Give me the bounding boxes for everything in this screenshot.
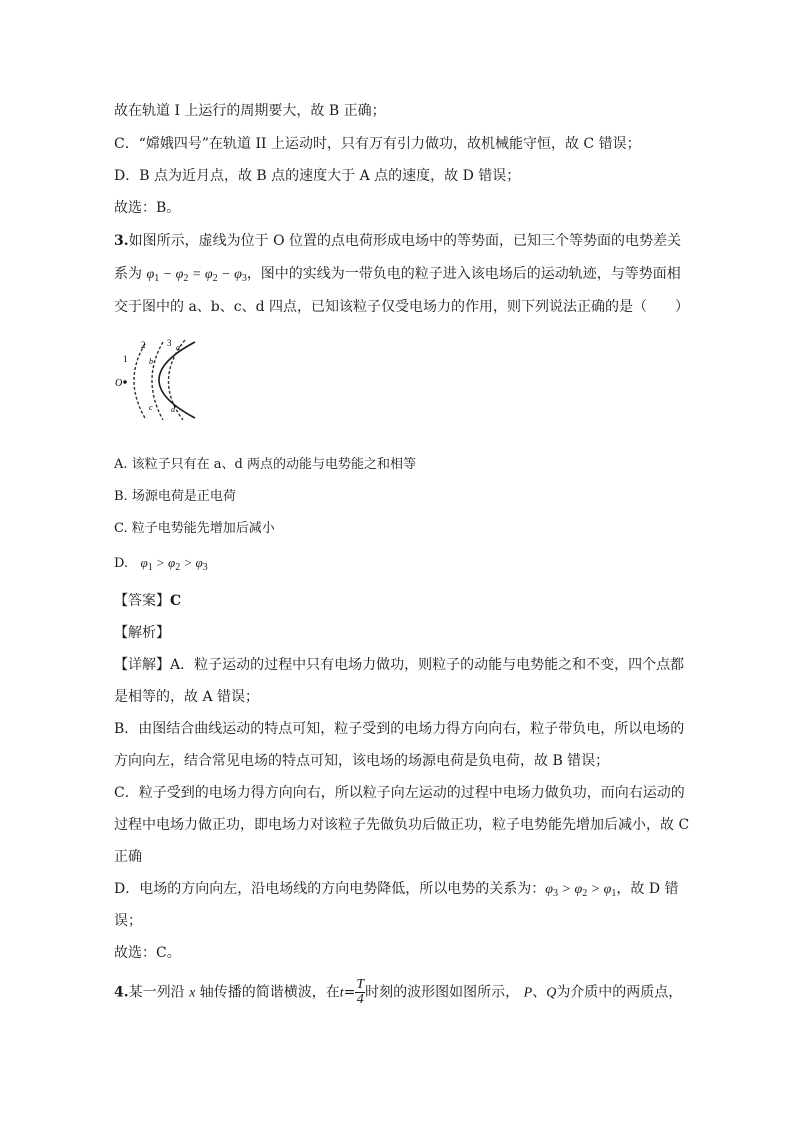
option-b: B. 场源电荷是正电荷 xyxy=(114,489,236,504)
detail-line: 过程中电场力做正功，即电场力对该粒子先做负功后做正功，粒子电势能先增加后减小，故 C xyxy=(114,817,690,833)
detail-line: 【详解】A．粒子运动的过程中只有电场力做功，则粒子的动能与电势能之和不变，四个点都 xyxy=(114,657,685,673)
analysis-tag: 【解析】 xyxy=(114,625,170,641)
answer-tag: 【答案】 xyxy=(114,593,170,609)
fraction-t-over-4: $\frac{T}{4}$ xyxy=(356,977,365,1007)
question-4-line-1: 4.某一列沿 x 轴传播的简谐横波，在t= $\frac{T}{4}$ 时刻的波形图如图所示， P、Q为介质中的两质点， xyxy=(114,977,683,1007)
option-d: D. $\varphi_1 > \varphi_2 > \varphi_3$ xyxy=(114,555,208,573)
detail-line: 误； xyxy=(114,913,142,929)
equipotential-figure xyxy=(113,338,205,420)
label-c: c xyxy=(149,403,153,412)
detail-line: D．电场的方向向左，沿电场线的方向电势降低，所以电势的关系为：$\varphi_3 > \varphi_2 > \varphi_1$，故 D 错 xyxy=(114,881,679,899)
option-a: A. 该粒子只有在 a、d 两点的动能与电势能之和相等 xyxy=(114,457,416,472)
potential-order: $\varphi_3 > \varphi_2 > \varphi_1$ xyxy=(545,882,617,899)
label-a: a xyxy=(176,343,180,352)
text-line: 故选：B。 xyxy=(114,200,181,216)
text-line: D．B 点为近月点，故 B 点的速度大于 A 点的速度，故 D 错误； xyxy=(114,168,521,184)
answer-value: C xyxy=(170,593,182,609)
question-number: 3. xyxy=(114,233,129,249)
detail-line: C．粒子受到的电场力得方向向右，所以粒子向左运动的过程中电场力做负功，而向右运动的 xyxy=(114,785,685,801)
text-line: C．“嫦娥四号”在轨道 II 上运动时，只有万有引力做功，故机械能守恒，故 C 错误； xyxy=(114,136,641,152)
point-o xyxy=(123,380,127,384)
label-d: d xyxy=(171,405,175,414)
label-o: O xyxy=(115,378,123,389)
label-b: b xyxy=(149,357,153,366)
potential-relation: $\varphi_1 - \varphi_2 = \varphi_2 - \varphi_3$ xyxy=(146,267,247,284)
option-d-relation: $\varphi_1 > \varphi_2 > \varphi_3$ xyxy=(140,555,208,573)
detail-line: 正确 xyxy=(114,849,142,865)
label-2: 2 xyxy=(141,340,146,350)
answer-line xyxy=(114,591,181,611)
equipotential-line-2 xyxy=(152,342,163,420)
detail-line: 故选：C。 xyxy=(114,945,181,961)
detail-line: 方向向左，结合常见电场的特点可知，该电场的场源电荷是负电荷，故 B 错误； xyxy=(114,753,610,769)
question-3-line-1: 3.如图所示，虚线为位于 O 位置的点电荷形成电场中的等势面，已知三个等势面的电势差关 xyxy=(114,233,682,249)
label-3: 3 xyxy=(167,338,172,348)
question-3-line-3: 交于图中的 a、b、c、d 四点，已知该粒子仅受电场力的作用，则下列说法正确的是（ ） xyxy=(114,299,690,315)
text-line: 故在轨道 I 上运行的周期要大，故 B 正确； xyxy=(114,103,386,119)
question-number: 4. xyxy=(114,984,129,1001)
detail-line: B．由图结合曲线运动的特点可知，粒子受到的电场力得方向向右，粒子带负电，所以电场的 xyxy=(114,721,685,737)
label-1: 1 xyxy=(123,354,128,364)
question-3-line-2: 系为 $\varphi_1 - \varphi_2 = \varphi_2 - \varphi_3$，图中的实线为一带负电的粒子进入该电场后的运动轨迹，与等势面相 xyxy=(114,266,681,284)
equipotential-line-1 xyxy=(134,344,145,418)
option-c: C. 粒子电势能先增加后减小 xyxy=(114,521,275,536)
particle-trajectory xyxy=(159,342,195,418)
detail-line: 是相等的，故 A 错误； xyxy=(114,689,260,705)
